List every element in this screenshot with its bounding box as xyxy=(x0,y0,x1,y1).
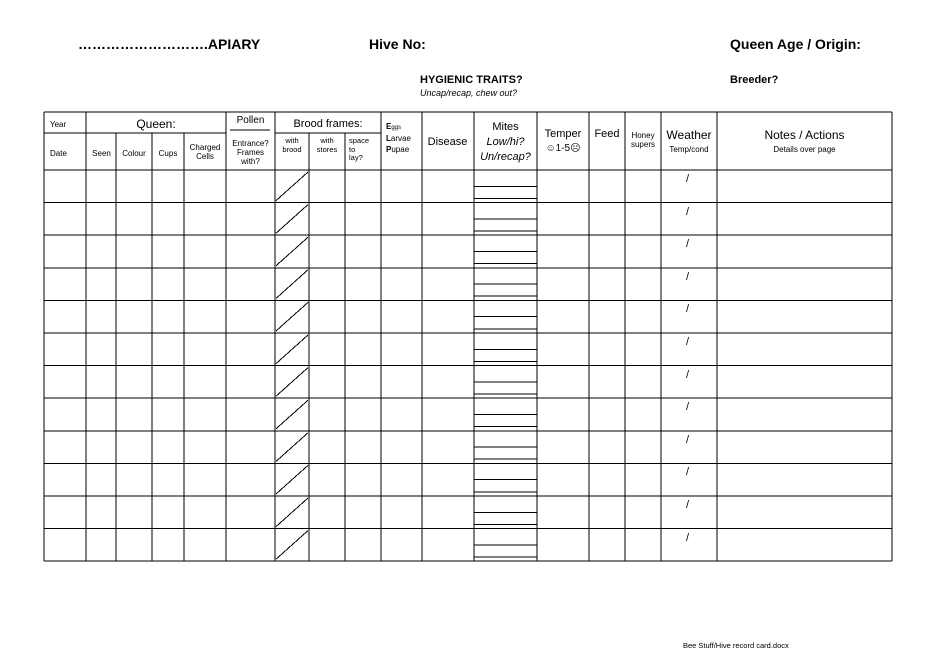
date-header: Date xyxy=(50,149,67,158)
footer-filename: Bee Stuff/Hive record card.docx xyxy=(683,641,789,650)
space-to-lay-line-3: lay? xyxy=(349,153,363,163)
hive-no-label: Hive No: xyxy=(369,36,426,52)
space-to-lay-line-1: space xyxy=(349,136,370,145)
pollen-sub-line-3: with? xyxy=(241,157,260,167)
weather-temp-cond-header: Temp/cond xyxy=(669,145,709,154)
pollen-sub-line-2: Frames xyxy=(236,148,265,158)
brood-diagonal xyxy=(276,400,308,429)
brood-frames-header: Brood frames: xyxy=(293,118,363,130)
space-to-lay-line-2: to xyxy=(349,144,356,154)
queen-header: Queen: xyxy=(136,117,176,131)
brood-diagonal xyxy=(276,172,308,201)
weather-separator: / xyxy=(686,433,690,446)
disease-header: Disease xyxy=(427,136,468,148)
brood-diagonal xyxy=(276,465,308,494)
eggs-label: Eggs xyxy=(386,122,402,131)
weather-header: Weather xyxy=(666,128,712,142)
temper-header: Temper xyxy=(544,128,582,140)
honey-supers-line-1: Honey xyxy=(631,131,655,140)
brood-diagonal xyxy=(276,270,308,299)
with-brood-line-1: with xyxy=(285,136,299,145)
with-stores-header xyxy=(309,137,345,154)
weather-separator: / xyxy=(686,205,690,218)
weather-separator: / xyxy=(686,336,690,348)
notes-details-header: Details over page xyxy=(773,145,836,154)
charged-cells-line-1: Charged xyxy=(189,143,221,152)
pollen-sub-line-1: Entrance? xyxy=(232,139,269,148)
with-stores-line-2: stores xyxy=(316,144,338,154)
eggs-larvae-pupae-header xyxy=(386,121,411,156)
brood-diagonal xyxy=(276,368,308,397)
weather-separator: / xyxy=(686,531,690,544)
year-header: Year xyxy=(50,120,67,129)
larvae-label: Larvae xyxy=(386,133,411,143)
brood-diagonal xyxy=(276,237,308,266)
with-brood-line-2: brood xyxy=(282,144,302,154)
brood-diagonal xyxy=(276,205,308,234)
weather-separator: / xyxy=(686,173,690,185)
temper-scale-header: ☺1-5☹ xyxy=(545,143,581,154)
mites-header: Mites xyxy=(492,121,519,133)
space-to-lay-header xyxy=(349,137,369,163)
weather-separator: / xyxy=(686,499,690,511)
brood-diagonal xyxy=(276,498,308,527)
brood-diagonal xyxy=(276,433,308,462)
breeder-label: Breeder? xyxy=(730,74,779,86)
queen-age-origin-label: Queen Age / Origin: xyxy=(730,36,861,52)
weather-separator: / xyxy=(686,401,690,414)
mites-low-hi-header: Low/hi? xyxy=(486,136,525,148)
brood-diagonal xyxy=(276,302,308,331)
mites-uncap-recap-header: Un/recap? xyxy=(480,151,531,163)
seen-header: Seen xyxy=(92,149,111,158)
weather-separator: / xyxy=(686,466,690,479)
weather-separator: / xyxy=(686,368,690,381)
charged-cells-line-2: Cells xyxy=(196,152,214,162)
charged-cells-header xyxy=(184,143,226,161)
with-stores-line-1: with xyxy=(320,136,334,145)
honey-supers-header xyxy=(625,131,661,149)
apiary-label: ……………………….APIARY xyxy=(78,36,261,52)
pollen-entrance-frames-header xyxy=(226,139,275,167)
honey-supers-line-2: supers xyxy=(630,140,655,150)
weather-separator: / xyxy=(686,270,690,283)
pollen-header: Pollen xyxy=(236,115,265,126)
weather-separator: / xyxy=(686,238,690,251)
colour-header: Colour xyxy=(122,149,146,158)
cups-header: Cups xyxy=(158,149,178,158)
hygienic-traits-subtitle: Uncap/recap, chew out? xyxy=(420,88,518,98)
feed-header: Feed xyxy=(594,128,620,140)
brood-diagonal xyxy=(276,531,308,560)
pupae-label: Pupae xyxy=(386,145,410,155)
brood-diagonal xyxy=(276,335,308,364)
with-brood-header xyxy=(275,137,309,154)
notes-actions-header: Notes / Actions xyxy=(764,128,845,142)
hygienic-traits-label: HYGIENIC TRAITS? xyxy=(420,74,523,86)
weather-separator: / xyxy=(686,303,690,316)
